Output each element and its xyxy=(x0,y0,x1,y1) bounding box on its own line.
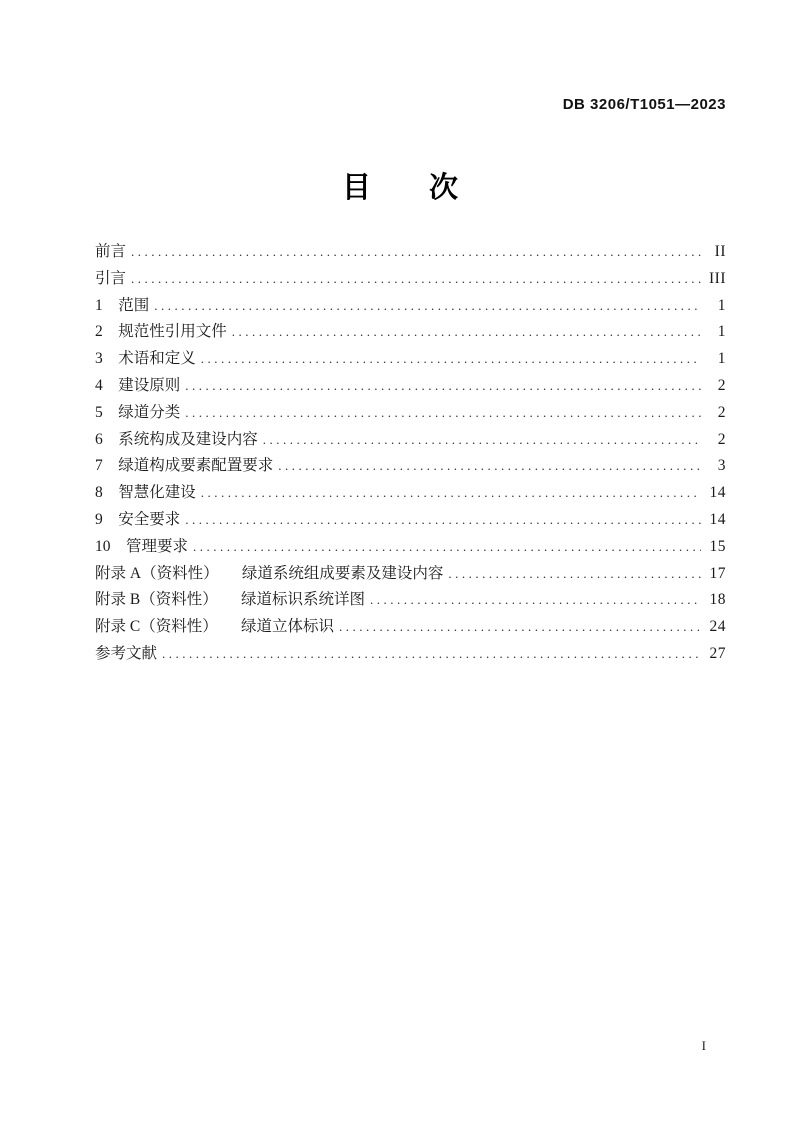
toc-entry-label: 9 安全要求 xyxy=(95,510,181,528)
toc-entry-label: 8 智慧化建设 xyxy=(95,484,196,502)
toc-entry-label: 4 建设原则 xyxy=(95,376,181,394)
toc-entry-label: 7 绿道构成要素配置要求 xyxy=(95,457,274,475)
toc-entry-label: 6 系统构成及建设内容 xyxy=(95,430,258,448)
document-code: DB 3206/T1051—2023 xyxy=(562,96,726,113)
toc-entry-label: 10 管理要求 xyxy=(95,537,189,555)
toc-list xyxy=(95,239,726,668)
toc-entry-label: 2 规范性引用文件 xyxy=(95,323,227,341)
toc-entry xyxy=(95,534,726,561)
toc-entry xyxy=(95,641,726,668)
toc-entry-page: 18 xyxy=(709,591,726,609)
toc-dot-leader xyxy=(201,350,701,368)
toc-dot-leader xyxy=(162,645,701,663)
footer-page-number: I xyxy=(701,1038,706,1053)
toc-entry-label: 前言 xyxy=(95,243,127,260)
toc-dot-leader xyxy=(370,591,701,609)
toc-dot-leader xyxy=(131,243,701,261)
toc-entry-page: 2 xyxy=(717,376,726,394)
toc-entry-page: 24 xyxy=(709,618,726,636)
toc-entry xyxy=(95,293,726,320)
toc-entry-page: II xyxy=(714,243,726,260)
toc-entry-label: 附录 C（资料性） 绿道立体标识 xyxy=(95,618,334,636)
toc-dot-leader xyxy=(201,484,701,502)
toc-dot-leader xyxy=(278,457,701,475)
toc-dot-leader xyxy=(193,538,701,556)
toc-entry-page: 14 xyxy=(709,510,726,528)
toc-entry xyxy=(95,319,726,346)
toc-dot-leader xyxy=(185,511,701,529)
toc-entry-page: III xyxy=(709,269,726,287)
toc-entry-page: 3 xyxy=(717,457,726,475)
toc-entry xyxy=(95,480,726,507)
toc-entry xyxy=(95,427,726,454)
toc-entry xyxy=(95,373,726,400)
toc-entry xyxy=(95,587,726,614)
toc-entry xyxy=(95,507,726,534)
toc-entry-label: 引言 xyxy=(95,269,127,287)
toc-entry-page: 1 xyxy=(717,296,726,314)
toc-dot-leader xyxy=(185,404,701,422)
toc-entry-label: 1 范围 xyxy=(95,296,150,314)
toc-entry-label: 附录 A（资料性） 绿道系统组成要素及建设内容 xyxy=(95,564,444,582)
toc-entry xyxy=(95,266,726,293)
toc-entry-page: 27 xyxy=(709,644,726,662)
toc-entry-page: 15 xyxy=(709,537,726,555)
toc-dot-leader xyxy=(263,431,701,449)
toc-entry-page: 2 xyxy=(717,430,726,448)
toc-dot-leader xyxy=(448,565,701,583)
toc-entry-page: 14 xyxy=(709,484,726,502)
toc-entry-label: 参考文献 xyxy=(95,644,158,662)
toc-dot-leader xyxy=(232,323,701,341)
toc-entry-page: 1 xyxy=(717,323,726,341)
toc-entry-page: 2 xyxy=(717,403,726,421)
toc-dot-leader xyxy=(185,377,701,395)
toc-dot-leader xyxy=(131,270,701,288)
toc-entry-label: 5 绿道分类 xyxy=(95,403,181,421)
toc-entry xyxy=(95,453,726,480)
toc-dot-leader xyxy=(339,618,701,636)
toc-entry xyxy=(95,614,726,641)
toc-entry-label: 附录 B（资料性） 绿道标识系统详图 xyxy=(95,591,365,609)
toc-entry-page: 17 xyxy=(709,564,726,582)
toc-dot-leader xyxy=(154,297,701,315)
toc-entry-page: 1 xyxy=(717,350,726,368)
toc-entry xyxy=(95,239,726,266)
page-title: 目 次 xyxy=(341,172,458,204)
toc-entry xyxy=(95,561,726,588)
toc-entry xyxy=(95,346,726,373)
toc-entry xyxy=(95,400,726,427)
toc-entry-label: 3 术语和定义 xyxy=(95,350,196,368)
